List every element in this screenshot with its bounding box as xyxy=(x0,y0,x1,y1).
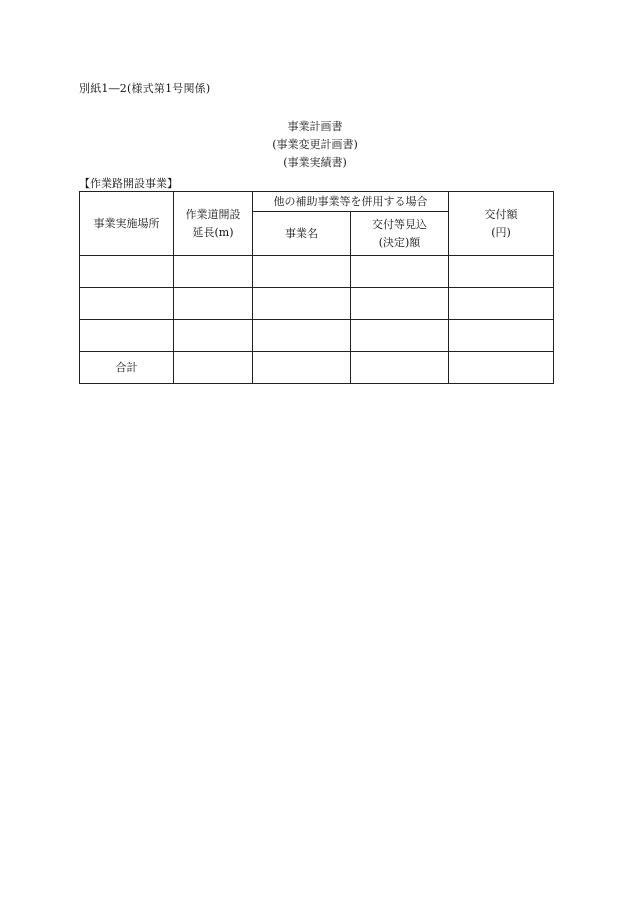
title-plan: 事業計画書 xyxy=(287,120,343,133)
header-grant-amount xyxy=(449,192,554,256)
section-label: 【作業路開設事業】 xyxy=(79,177,178,190)
cell-project-name[interactable] xyxy=(253,320,351,352)
total-length[interactable] xyxy=(174,352,253,384)
header-grant-line2: (円) xyxy=(491,225,511,239)
header-road-length-line1: 作業道開設 xyxy=(185,207,241,221)
header-location: 事業実施場所 xyxy=(80,192,174,256)
total-project-name[interactable] xyxy=(253,352,351,384)
cell-length[interactable] xyxy=(174,320,253,352)
cell-project-name[interactable] xyxy=(253,256,351,288)
total-label: 合計 xyxy=(80,352,174,384)
cell-location[interactable] xyxy=(80,256,174,288)
table-row xyxy=(80,320,554,352)
title-change-plan: (事業変更計画書) xyxy=(272,138,358,151)
title-results: (事業実績書) xyxy=(283,156,347,169)
cell-length[interactable] xyxy=(174,256,253,288)
cell-grant[interactable] xyxy=(449,320,554,352)
header-expected-amount xyxy=(351,212,449,256)
total-expected[interactable] xyxy=(351,352,449,384)
cell-expected[interactable] xyxy=(351,256,449,288)
header-expected-line1: 交付等見込 xyxy=(372,217,427,231)
header-road-length-line2: 延長(m) xyxy=(192,225,234,239)
plan-table xyxy=(79,191,554,384)
total-grant[interactable] xyxy=(449,352,554,384)
document-title-block xyxy=(0,118,630,172)
cell-grant[interactable] xyxy=(449,256,554,288)
header-expected-line2: (決定)額 xyxy=(378,235,421,249)
cell-project-name[interactable] xyxy=(253,288,351,320)
cell-length[interactable] xyxy=(174,288,253,320)
header-grant-line1: 交付額 xyxy=(484,207,518,221)
table-row xyxy=(80,288,554,320)
table-total-row xyxy=(80,352,554,384)
cell-location[interactable] xyxy=(80,320,174,352)
form-reference: 別紙1―2(様式第1号関係) xyxy=(79,82,211,95)
cell-grant[interactable] xyxy=(449,288,554,320)
cell-expected[interactable] xyxy=(351,320,449,352)
table-row xyxy=(80,256,554,288)
header-project-name: 事業名 xyxy=(253,212,351,256)
header-road-length xyxy=(174,192,253,256)
header-other-aid: 他の補助事業等を併用する場合 xyxy=(253,192,449,212)
table-header-row-1 xyxy=(80,192,554,212)
cell-expected[interactable] xyxy=(351,288,449,320)
cell-location[interactable] xyxy=(80,288,174,320)
